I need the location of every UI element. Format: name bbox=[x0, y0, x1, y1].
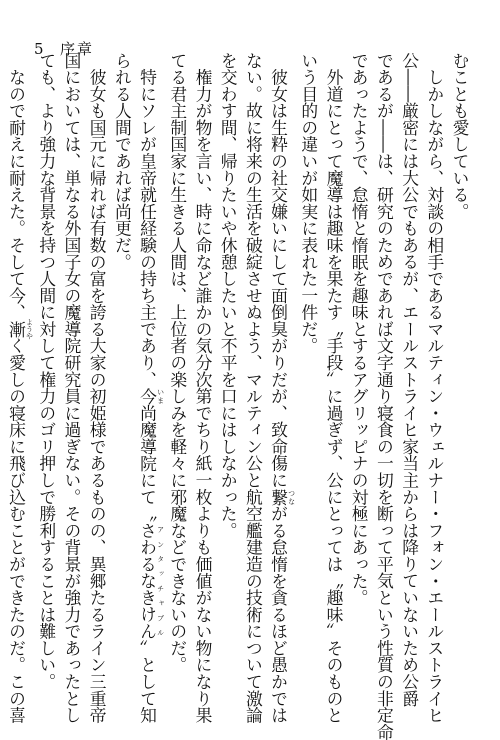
text-line bbox=[371, 52, 396, 740]
text-segment: であったようで、怠惰と惰眠を趣味とするアグリッピナの対極にあった。 bbox=[349, 52, 370, 607]
body-text bbox=[6, 52, 472, 740]
text-line bbox=[396, 52, 421, 707]
text-segment: いう目的の違いが如実に表れた一件だ。 bbox=[298, 52, 319, 355]
ruby-base: さわるなきけん bbox=[137, 522, 158, 640]
text-segment: 〟として知 bbox=[137, 639, 158, 724]
ruby-annotation bbox=[268, 488, 296, 506]
text-segment: 尚魔導院にて〝 bbox=[137, 404, 158, 523]
text-line bbox=[134, 52, 165, 724]
text-line bbox=[296, 52, 321, 667]
text-line bbox=[422, 52, 447, 724]
text-segment: られる人間であれば尚更だ。 bbox=[112, 52, 133, 271]
text-line bbox=[3, 52, 34, 724]
text-line bbox=[165, 52, 190, 674]
text-segment: であるが――は、研究のためであれば文字通り寝食の一切を断って平気という性質の非定命 bbox=[374, 52, 395, 740]
ruby-base: 漸 bbox=[6, 318, 27, 340]
text-line bbox=[240, 52, 265, 724]
text-segment: がる怠惰を貪るほど愚かでは bbox=[268, 505, 289, 724]
ruby-base: 繋 bbox=[268, 488, 289, 506]
text-segment: ない。故に将来の生活を破綻させぬよう、マルティン公と航空艦建造の技術について激論 bbox=[243, 52, 264, 724]
chapter-title: 序章 bbox=[60, 40, 95, 58]
page-number: 5 bbox=[34, 40, 44, 58]
text-segment: てる君主制国家に生きる人間は、上位者の楽しみを軽々に邪魔などできないのだ。 bbox=[167, 52, 188, 674]
text-line bbox=[265, 52, 296, 724]
ruby-annotation bbox=[137, 522, 165, 640]
text-line bbox=[215, 52, 240, 667]
ruby-reading: アンタッチャブル bbox=[156, 522, 165, 640]
text-segment: 彼女も国元に帰れば有数の富を誇る大家の初姫様であるものの、異郷たるライン三重帝 bbox=[87, 52, 108, 724]
ruby-annotation bbox=[137, 387, 165, 405]
text-segment: 外道にとって魔導は趣味を果たす〝手段〟に過ぎず、公にとっては〝趣味〟そのものと bbox=[323, 52, 344, 724]
text-segment: を交わす間、帰りたいや休憩したいと不平を口にはしなかった。 bbox=[218, 52, 239, 539]
text-segment: 公――厳密には大公でもあるが、エールストライヒ家当主からは降りていないため公爵 bbox=[399, 52, 420, 707]
text-segment: なので耐えに耐えた。そして今、 bbox=[6, 52, 27, 321]
text-line bbox=[447, 52, 472, 667]
text-segment: 特にソレが皇帝就任経験の持ち主であり、 bbox=[137, 52, 158, 388]
ruby-reading: いま bbox=[156, 387, 165, 405]
text-segment: 彼女は生粋の社交嫌いにして面倒臭がりだが、致命傷に bbox=[268, 52, 289, 489]
text-line bbox=[190, 52, 215, 724]
text-segment: く愛しの寝床に飛び込むことができたのだ。この喜 bbox=[6, 337, 27, 724]
text-line bbox=[59, 52, 84, 724]
text-segment: 権力が物を言い、時に命など誰かの気分次第でちり紙一枚よりも価値がない物になり果 bbox=[192, 52, 213, 724]
text-segment: ても、より強力な背景を持つ人間に対して権力のゴリ押しで勝利することは難しい。 bbox=[36, 52, 57, 691]
ruby-base: 今 bbox=[137, 387, 158, 405]
text-line bbox=[321, 52, 346, 724]
text-segment: 国においては、単なる外国子女の魔導院研究員に過ぎない。その背景が強力であったとし bbox=[61, 52, 82, 724]
text-line bbox=[346, 52, 371, 667]
ruby-reading: ようや bbox=[25, 318, 34, 340]
text-line bbox=[34, 52, 59, 691]
ruby-reading: つな bbox=[287, 488, 296, 506]
text-line bbox=[109, 52, 134, 667]
text-segment: しかしながら、対談の相手であるマルティン・ウェルナー・フォン・エールストライヒ bbox=[424, 52, 445, 724]
ruby-annotation bbox=[6, 318, 34, 340]
text-segment: むことも愛している。 bbox=[450, 52, 470, 220]
text-line bbox=[84, 52, 109, 724]
